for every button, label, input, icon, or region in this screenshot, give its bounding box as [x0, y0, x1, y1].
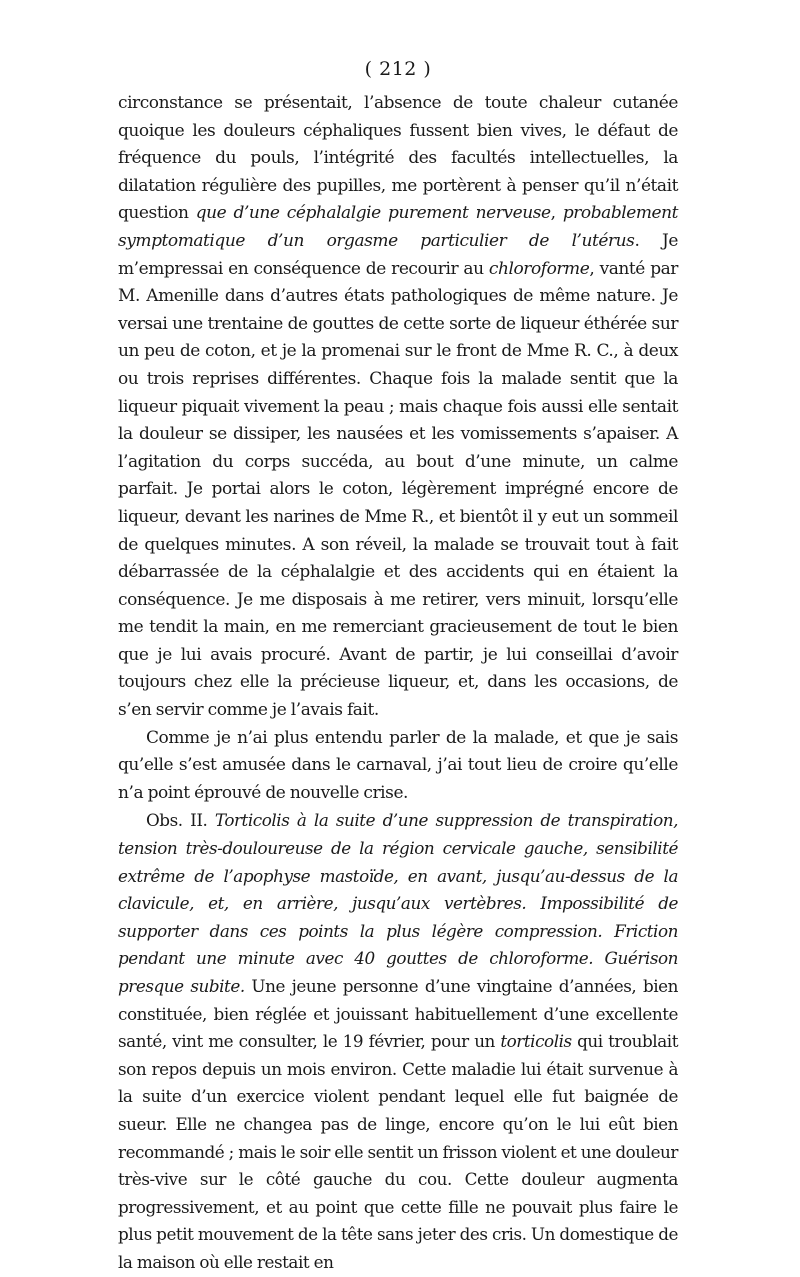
page-number: ( 212 ) [364, 58, 432, 80]
paragraph-conclusion: Comme je n’ai plus entendu parler de la malade, et que je sais qu’elle s’est amusée dans le carnaval, j’ai tout lieu de croire qu’elle n’a point éprouvé de nouvelle crise. [118, 727, 678, 803]
paragraph3-text-b: qui troublait son repos depuis un mois environ. Cette maladie lui était survenue à la suite d’un exercice violent pendant lequel elle fut baignée de sueur. Elle ne changea pas de linge, encore qu’on le lui eût bien recommandé ; mais le soir elle sentit un frisson violent et une douleur très-vive sur le côté gauche du cou. Cette douleur augmenta progressivement, et au point que cette fille ne pouvait plus faire le plus petit mouvement de la tête sans jeter des cris. Un domestique de la maison où elle restait en [118, 1031, 678, 1272]
paragraph1-text-a: circonstance se présentait, l’absence de toute chaleur cutanée quoique les douleurs céphaliques fussent bien vives, le défaut de fréquence du pouls, l’intégrité des facultés intellectuelles, la dilatation régulière des pupilles, me portèrent à penser qu’il n’était question [118, 93, 678, 224]
paragraph1-text-c: . Je m’empressai en conséquence de recourir au [118, 230, 678, 279]
paragraph1-italic-c: chloroforme [488, 258, 590, 279]
paragraph1-italic-a: que d’une céphalalgie purement nerveuse [195, 203, 551, 224]
paragraph-observation-2 [118, 807, 678, 1276]
observation-heading: Torticolis à la suite d’une suppression de transpiration, tension très-douloureuse de la région cervicale gauche, sensibilité extrême de l’apophyse mastoïde, en avant, jusqu’au-dessus de la clavicule, et, en arrière, jusqu’aux vertèbres. Impossibilité de supporter dans ces points la plus légère compression. Friction pendant une minute avec 40 gouttes de chloroforme. Guérison presque subite. [118, 810, 678, 996]
paragraph1-text-b: , [550, 203, 563, 224]
page [118, 56, 678, 1277]
paragraph1-italic-b: probablement symptomatique d’un orgasme particulier de l’utérus [118, 203, 679, 251]
paragraph3-italic-term: torticolis [500, 1031, 572, 1052]
observation-label: Obs. II. [146, 810, 215, 831]
paragraph1-text-d: , vanté par M. Amenille dans d’autres états pathologiques de même nature. Je versai une trentaine de gouttes de cette sorte de liqueur éthérée sur un peu de coton, et je la promenai sur le front de Mme R. C., à deux ou trois reprises différentes. Chaque fois la malade sentit que la liqueur piquait vivement la peau ; mais chaque fois aussi elle sentait la douleur se dissiper, les nausées et les vomissements s’apaiser. A l’agitation du corps succéda, au bout d’une minute, un calme parfait. Je portai alors le coton, légèrement imprégné encore de liqueur, devant les narines de Mme R., et bientôt il y eut un sommeil de quelques minutes. A son réveil, la malade se trouvait tout à fait débarrassée de la céphalalgie et des accidents qui en étaient la conséquence. Je me disposais à me retirer, vers minuit, lorsqu’elle me tendit la main, en me remerciant gracieusement de tout le bien que je lui avais procuré. Avant de partir, je lui conseillai d’avoir toujours chez elle la précieuse liqueur, et, dans les occasions, de s’en servir comme je l’avais fait. [118, 258, 678, 721]
paragraph-continuation [118, 90, 678, 725]
paragraph3-text-a: Une jeune personne d’une vingtaine d’années, bien constituée, bien réglée et jouissant habituellement d’une excellente santé, vint me consulter, le 19 février, pour un [118, 976, 678, 1052]
